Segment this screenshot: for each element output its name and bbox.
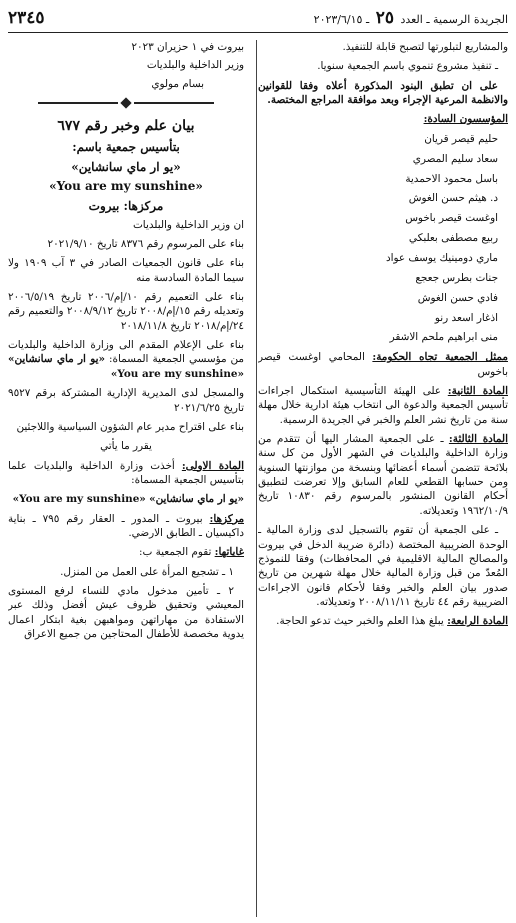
founder-item: جنات بطرس جعجع bbox=[415, 271, 498, 284]
recital: بناء على التعميم رقم ١٠/إم/٢٠٠٦ تاريخ ٢٠٠٦/٥/١٩ وتعديله رقم ١٥/إم/٢٠٠٨ تاريخ ٢٠٠٨/٩/١٢ والتعميم رقم ٢٤/إم/٢٠١٨ تاريخ ٢٠١٨/١١/٨ bbox=[8, 291, 244, 332]
goals-text: تقوم الجمعية ب: bbox=[139, 546, 212, 559]
association-name-en: «You are my sunshine» bbox=[49, 179, 203, 194]
founders-heading: المؤسسون السادة: bbox=[423, 113, 508, 126]
recital: بناء على المرسوم رقم ٨٣٧٦ تاريخ ٢٠٢١/٩/١٠ bbox=[47, 237, 244, 250]
article-2-label: المادة الثانية: bbox=[447, 384, 508, 397]
goal-item: ٢ ـ تأمين مدخول مادي للنساء لرفع المستوى المعيشي وتحقيق ظروف عيش أفضل وذلك عبر الاستفادة من مهاراتهن ومواهبهن بغية ابتكار اعمال يدوية مخصصة للأطفال المحتاجين من جميع الاعراق bbox=[8, 585, 244, 641]
article-3-label: المادة الثالثة: bbox=[448, 433, 508, 446]
ornament-line bbox=[134, 102, 214, 104]
headquarters bbox=[8, 512, 244, 541]
issue-date: ـ ٢٠٢٣/٦/١٥ bbox=[313, 13, 370, 27]
association-name-en: «You are my sunshine» bbox=[12, 493, 146, 506]
paragraph-conditions: على ان تطبق البنود المذكورة أعلاه وفقا للقوانين والانظمة المرعية الإجراء وبعد موافقة المراجع المختصة. bbox=[258, 79, 508, 107]
founder-item: ربيع مصطفى بعلبكي bbox=[408, 232, 498, 245]
representative bbox=[258, 350, 508, 379]
founder-item: منى ابراهيم ملحم الاشقر bbox=[389, 331, 498, 344]
intro-line: ان وزير الداخلية والبلديات bbox=[133, 218, 244, 231]
article-2 bbox=[258, 384, 508, 427]
association-name-ar: «يو ار ماي سانشاين» bbox=[149, 493, 244, 506]
founders-list bbox=[258, 132, 508, 345]
founder-item: ماري دومينيك يوسف عواد bbox=[386, 251, 498, 264]
section-ornament bbox=[8, 97, 244, 109]
ornament-diamond-icon bbox=[120, 97, 131, 108]
headquarters-label: مركزها: bbox=[209, 512, 244, 525]
gazette-name: الجريدة الرسمية ـ العدد bbox=[400, 13, 508, 27]
issue-number: ٢٥ bbox=[375, 8, 394, 29]
goals bbox=[8, 545, 244, 559]
representative-label: ممثل الجمعية تجاه الحكومة: bbox=[372, 351, 508, 364]
signature-title: وزير الداخلية والبلديات bbox=[146, 59, 244, 72]
article-4 bbox=[258, 614, 508, 628]
article-1-text: أخذت وزارة الداخلية والبلديات علما بتأسيس الجمعية المسماة: bbox=[8, 459, 244, 486]
paragraph: ـ تنفيذ مشروع تنموي باسم الجمعية سنويا. bbox=[317, 60, 498, 73]
page-number: ٢٣٤٥ bbox=[8, 8, 45, 29]
recital-text: بناء على الإعلام المقدم الى وزارة الداخلية والبلديات من مؤسسي الجمعية المسماة: bbox=[8, 339, 244, 366]
ornament-line bbox=[38, 102, 118, 104]
gazette-title bbox=[314, 7, 508, 30]
founder-item: سعاد سليم المصري bbox=[412, 152, 498, 165]
signature-name: بسام مولوي bbox=[151, 77, 204, 90]
recital: بناء على قانون الجمعيات الصادر في ٣ آب ١٩٠٩ ولا سيما المادة السادسة منه bbox=[8, 257, 244, 284]
goal-item: ١ ـ تشجيع المرأة على العمل من المنزل. bbox=[60, 565, 234, 578]
recital: والمسجل لدى المديرية الإدارية المشتركة برقم ٩٥٢٧ تاريخ ٢٠٢١/٦/٢٥ bbox=[8, 387, 244, 414]
article-1-label: المادة الاولى: bbox=[181, 459, 244, 472]
column-divider bbox=[256, 40, 257, 917]
right-column bbox=[258, 40, 508, 919]
founder-item: باسل محمود الاحمدية bbox=[405, 172, 498, 185]
article-4-text: يبلغ هذا العلم والخبر حيث تدعو الحاجة. bbox=[276, 615, 444, 628]
representative-value: المحامي اوغست قيصر باخوس bbox=[258, 351, 508, 378]
article-2-text: على الهيئة التأسيسية استكمال اجراءات تأسيس الجمعية والدعوة الى انتخاب هيئة ادارية خلال مهلة سنة من تاريخ نشر العلم والخبر في الجريدة الرسمية. bbox=[258, 384, 508, 426]
article-1 bbox=[8, 459, 244, 488]
founder-item: اوغست قيصر باخوس bbox=[405, 212, 498, 225]
signature-place-date: بيروت في ١ حزيران ٢٠٢٣ bbox=[131, 41, 244, 53]
association-name-en: «You are my sunshine» bbox=[110, 367, 244, 380]
article-3 bbox=[258, 432, 508, 518]
article-4-label: المادة الرابعة: bbox=[447, 615, 508, 628]
recital-notification bbox=[8, 338, 244, 381]
recital: بناء على اقتراح مدير عام الشؤون السياسية واللاجئين bbox=[16, 420, 244, 433]
paragraph: والمشاريع لتبلورتها لتصبح قابلة للتنفيذ. bbox=[342, 41, 508, 53]
article-1-name bbox=[8, 492, 244, 506]
announcement-subtitle: بتأسيس جمعية باسم: bbox=[72, 140, 180, 155]
decides-heading: يقرر ما يأتي bbox=[100, 440, 152, 453]
left-column bbox=[8, 40, 244, 919]
announcement-title: بيان علم وخبر رقم ٦٧٧ bbox=[57, 118, 195, 135]
founder-item: د. هيثم حسن الغوش bbox=[408, 192, 498, 205]
founder-item: حليم قيصر قريان bbox=[424, 132, 498, 145]
founder-item: فادي حسن الغوش bbox=[417, 291, 498, 304]
association-name-ar: «يو ار ماي سانشاين» bbox=[71, 159, 181, 174]
association-name-ar: «يو ار ماي سانشاين» bbox=[8, 353, 105, 366]
article-3-text: ـ على الجمعية المشار اليها أن تتقدم من وزارة الداخلية والبلديات في الشهر الأول من كل سنة بلائحة تتضمن أسماء أعضائها وبنسخة من موازنتها السنوية ومن حسابها القطعي للعام السابق وإلا تعرضت لتطبيق أحكام القانون المنشور بالمرسوم رقم ١٠٨٣٠ تاريخ ١٩٦٢/١٠/٩ وتعديلاته. bbox=[258, 433, 508, 517]
headquarters-text: بيروت ـ المدور ـ العقار رقم ٧٩٥ ـ بناية داكيسيان ـ الطابق الارضي. bbox=[8, 512, 244, 540]
founder-item: اذغار اسعد رنو bbox=[434, 311, 498, 324]
page-header bbox=[8, 6, 508, 33]
association-hq: مركزها: بيروت bbox=[88, 199, 164, 214]
goals-label: غاياتها: bbox=[214, 546, 244, 559]
article-3-tax: ـ على الجمعية أن تقوم بالتسجيل لدى وزارة المالية ـ الوحدة الضريبية المختصة (دائرة ضريبة الدخل في بيروت والمصالح المالية الاقليمية في المحافظات) وفقا للنموذج المُعدّ من قبل وزارة المالية خلال مهلة شهرين من تاريخ صدور بيان العلم والخبر وفقا لأحكام قانون الاجراءات الضريبية رقم ٤٤ تاريخ ٢٠٠٨/١١/١١ وتعديلاته. bbox=[258, 524, 508, 608]
